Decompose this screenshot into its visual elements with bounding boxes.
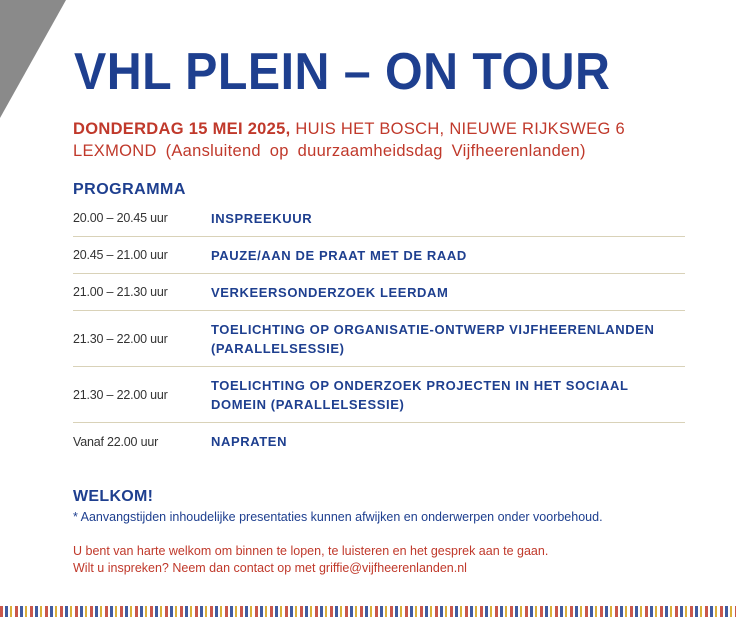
schedule-row (73, 367, 685, 423)
event-date-location (73, 118, 685, 162)
event-date: DONDERDAG 15 MEI 2025, (73, 120, 291, 138)
schedule-time: 20.45 – 21.00 uur (73, 248, 168, 262)
schedule-row (73, 200, 685, 237)
programma-heading: PROGRAMMA (73, 181, 186, 198)
schedule-row (73, 237, 685, 274)
schedule-time: 21.00 – 21.30 uur (73, 285, 168, 299)
schedule-time: 21.30 – 22.00 uur (73, 331, 168, 346)
invitation-line: U bent van harte welkom om binnen te lopen, te luisteren en het gesprek aan te gaan. (73, 544, 549, 558)
contact-line: Wilt u inspreken? Neem dan contact op met griffie@vijfheerenlanden.nl (73, 561, 467, 575)
event-location-line2: LEXMOND (Aansluitend op duurzaamheidsdag Vijfheerenlanden) (73, 142, 586, 160)
schedule-title: TOELICHTING OP ORGANISATIE-ONTWERP VIJFHEERENLANDEN (PARALLELSESSIE) (211, 321, 655, 356)
schedule-row (73, 423, 685, 460)
schedule-title: NAPRATEN (211, 434, 288, 449)
disclaimer-note: * Aanvangstijden inhoudelijke presentaties kunnen afwijken en onderwerpen onder voorbehoud. (73, 510, 603, 524)
schedule-time: 20.00 – 20.45 uur (73, 211, 168, 225)
event-location: HUIS HET BOSCH, NIEUWE RIJKSWEG 6 (290, 120, 625, 138)
page-title: VHL PLEIN – ON TOUR (74, 43, 611, 101)
schedule-time: Vanaf 22.00 uur (73, 434, 159, 449)
welkom-heading: WELKOM! (73, 488, 154, 505)
schedule-time: 21.30 – 22.00 uur (73, 387, 168, 402)
schedule-row (73, 311, 685, 367)
schedule-table (73, 200, 685, 460)
schedule-title: TOELICHTING OP ONDERZOEK PROJECTEN IN HET SOCIAAL DOMEIN (PARALLELSESSIE) (211, 377, 629, 412)
corner-decoration (0, 0, 72, 120)
schedule-title: INSPREEKUUR (211, 210, 313, 226)
decorative-border (0, 606, 736, 617)
schedule-title: VERKEERSONDERZOEK LEERDAM (211, 284, 449, 300)
schedule-row (73, 274, 685, 311)
invitation-text (73, 543, 713, 577)
schedule-title: PAUZE/AAN DE PRAAT MET DE RAAD (211, 247, 467, 263)
